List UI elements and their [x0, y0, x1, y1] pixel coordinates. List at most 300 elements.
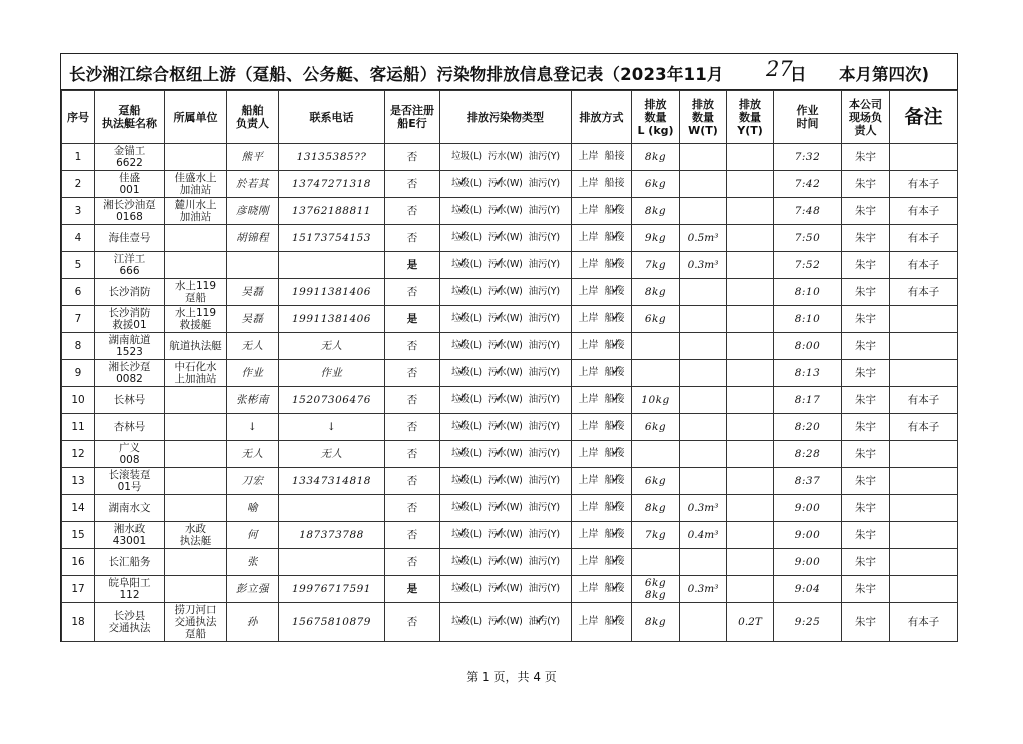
table-row: [62, 144, 958, 171]
cell-pollutant-types: [440, 252, 572, 279]
cell-time-handwritten: 8:28: [774, 441, 842, 468]
cell-vessel: 广义 008: [95, 441, 165, 468]
cell-seq: 7: [62, 306, 95, 333]
discharge-method-label: 上岸: [578, 340, 599, 351]
pollutant-type-label: 油污(Y): [528, 178, 560, 189]
cell-phone-handwritten: [279, 252, 385, 279]
cell-supervisor: 朱宇: [842, 576, 890, 603]
pollutant-type-label: 垃圾(L) ✓: [451, 556, 482, 567]
cell-vessel: 皖阜阳工 112: [95, 576, 165, 603]
cell-qty-y-handwritten: [727, 576, 774, 603]
cell-owner-handwritten: 作业: [227, 360, 279, 387]
pollutant-type-label: 垃圾(L) ✓: [451, 367, 482, 378]
cell-qty-w-handwritten: 0.3m³: [680, 252, 727, 279]
table-row: [62, 387, 958, 414]
cell-time-handwritten: 9:25: [774, 603, 842, 642]
discharge-method-label: 船接: [604, 178, 625, 189]
cell-supervisor: 朱宇: [842, 198, 890, 225]
cell-unit: [165, 144, 227, 171]
cell-qty-w-handwritten: 0.3m³: [680, 576, 727, 603]
cell-seq: 12: [62, 441, 95, 468]
cell-remark: [890, 144, 958, 171]
pollutant-type-label: 垃圾(L) ✓: [451, 394, 482, 405]
discharge-method-label: 船接 ✓: [605, 502, 625, 513]
discharge-method-label: 上岸: [578, 313, 599, 324]
pollutant-type-label: 污水(W) ✓: [488, 475, 523, 486]
cell-time-handwritten: 8:20: [774, 414, 842, 441]
discharge-method-label: 上岸: [578, 232, 599, 243]
title-day-suffix: 日: [790, 65, 807, 84]
pollutant-type-label: 污水(W) ✓: [488, 421, 523, 432]
cell-qty-l-handwritten: 8kg: [632, 603, 680, 642]
cell-remark: [890, 522, 958, 549]
cell-unit: 水上119 救援艇: [165, 306, 227, 333]
cell-seq: 3: [62, 198, 95, 225]
cell-time-handwritten: 7:52: [774, 252, 842, 279]
cell-seq: 18: [62, 603, 95, 642]
cell-discharge-method: [572, 252, 632, 279]
cell-qty-l-handwritten: 8kg: [632, 198, 680, 225]
cell-phone-handwritten: 15173754153: [279, 225, 385, 252]
cell-supervisor: 朱宇: [842, 144, 890, 171]
cell-qty-y-handwritten: [727, 225, 774, 252]
cell-remark: 有本子: [890, 171, 958, 198]
cell-discharge-method: [572, 279, 632, 306]
cell-qty-w-handwritten: [680, 549, 727, 576]
cell-seq: 4: [62, 225, 95, 252]
table-row: [62, 495, 958, 522]
cell-time-handwritten: 9:00: [774, 495, 842, 522]
cell-seq: 5: [62, 252, 95, 279]
cell-registered: 否: [385, 144, 440, 171]
cell-time-handwritten: 8:10: [774, 279, 842, 306]
pollutant-type-label: 污水(W) ✓: [488, 394, 523, 405]
table-row: [62, 360, 958, 387]
cell-qty-y-handwritten: [727, 441, 774, 468]
cell-qty-l-handwritten: 10kg: [632, 387, 680, 414]
cell-registered: 否: [385, 198, 440, 225]
cell-time-handwritten: 8:37: [774, 468, 842, 495]
cell-phone-handwritten: [279, 549, 385, 576]
discharge-method-label: 上岸: [578, 286, 599, 297]
cell-unit: 佳盛水上 加油站: [165, 171, 227, 198]
discharge-method-label: 船接 ✓: [605, 583, 625, 594]
header-row: [62, 91, 958, 144]
cell-unit: [165, 414, 227, 441]
pollutant-type-label: 污水(W) ✓: [488, 205, 523, 216]
cell-registered: 否: [385, 333, 440, 360]
header-time: 作业 时间: [774, 91, 842, 144]
cell-pollutant-types: [440, 306, 572, 333]
cell-unit: [165, 441, 227, 468]
cell-vessel: 湘长沙趸 0082: [95, 360, 165, 387]
pollutant-type-label: 垃圾(L) ✓: [451, 178, 482, 189]
registration-form: [60, 53, 958, 642]
header-seq: 序号: [62, 91, 95, 144]
cell-registered: 否: [385, 603, 440, 642]
pollutant-type-label: 油污(Y): [528, 502, 560, 513]
cell-phone-handwritten: 187373788: [279, 522, 385, 549]
header-supervisor: 本公司 现场负 责人: [842, 91, 890, 144]
pollutant-type-label: 污水(W) ✓: [488, 556, 523, 567]
cell-qty-w-handwritten: [680, 387, 727, 414]
discharge-method-label: 上岸: [578, 448, 599, 459]
cell-discharge-method: [572, 495, 632, 522]
cell-owner-handwritten: 吴磊: [227, 279, 279, 306]
pollutant-type-label: 油污(Y): [528, 394, 560, 405]
cell-registered: 是: [385, 252, 440, 279]
cell-qty-l-handwritten: [632, 360, 680, 387]
cell-unit: 中石化水 上加油站: [165, 360, 227, 387]
cell-registered: 否: [385, 279, 440, 306]
cell-qty-y-handwritten: [727, 387, 774, 414]
cell-registered: 是: [385, 576, 440, 603]
cell-remark: 有本子: [890, 603, 958, 642]
cell-discharge-method: [572, 603, 632, 642]
cell-phone-handwritten: 作业: [279, 360, 385, 387]
table-row: [62, 414, 958, 441]
pollutant-type-label: 垃圾(L) ✓: [451, 616, 482, 627]
cell-discharge-method: [572, 171, 632, 198]
discharge-method-label: 上岸: [578, 151, 599, 162]
pollutant-type-label: 油污(Y): [528, 367, 560, 378]
discharge-method-label: 船接 ✓: [605, 616, 625, 627]
pollutant-type-label: 油污(Y): [528, 556, 560, 567]
cell-time-handwritten: 8:10: [774, 306, 842, 333]
cell-owner-handwritten: 彭立强: [227, 576, 279, 603]
cell-vessel: 湘长沙油趸 0168: [95, 198, 165, 225]
cell-qty-l-handwritten: 6kg: [632, 468, 680, 495]
cell-seq: 2: [62, 171, 95, 198]
cell-qty-w-handwritten: [680, 603, 727, 642]
cell-owner-handwritten: 熊平: [227, 144, 279, 171]
cell-time-handwritten: 7:48: [774, 198, 842, 225]
cell-time-handwritten: 9:00: [774, 549, 842, 576]
table-row: [62, 603, 958, 642]
pollutant-type-label: 垃圾(L) ✓: [451, 232, 482, 243]
cell-pollutant-types: [440, 603, 572, 642]
cell-remark: [890, 549, 958, 576]
pollutant-type-label: 污水(W) ✓: [488, 232, 523, 243]
pollutant-type-label: 油污(Y): [528, 475, 560, 486]
cell-qty-y-handwritten: [727, 495, 774, 522]
cell-supervisor: 朱宇: [842, 306, 890, 333]
cell-discharge-method: [572, 198, 632, 225]
cell-owner-handwritten: [227, 252, 279, 279]
monthly-count: 本月第四次): [839, 65, 930, 84]
cell-registered: 否: [385, 414, 440, 441]
header-registered: 是否注册 船E行: [385, 91, 440, 144]
cell-qty-l-handwritten: 8kg: [632, 495, 680, 522]
cell-discharge-method: [572, 441, 632, 468]
cell-phone-handwritten: 13135385??: [279, 144, 385, 171]
cell-supervisor: 朱宇: [842, 441, 890, 468]
cell-qty-w-handwritten: [680, 468, 727, 495]
cell-qty-w-handwritten: [680, 441, 727, 468]
cell-registered: 是: [385, 306, 440, 333]
header-qty-y: 排放 数量 Y(T): [727, 91, 774, 144]
cell-discharge-method: [572, 522, 632, 549]
cell-unit: [165, 468, 227, 495]
cell-qty-w-handwritten: [680, 279, 727, 306]
discharge-method-label: 船接 ✓: [605, 313, 625, 324]
cell-time-handwritten: 8:00: [774, 333, 842, 360]
cell-seq: 14: [62, 495, 95, 522]
cell-vessel: 长滚装趸 01号: [95, 468, 165, 495]
cell-qty-w-handwritten: [680, 306, 727, 333]
page-footer: 第 1 页，共 4 页: [466, 670, 557, 684]
cell-qty-l-handwritten: [632, 441, 680, 468]
discharge-method-label: 船接 ✓: [605, 421, 625, 432]
cell-qty-w-handwritten: [680, 414, 727, 441]
cell-qty-w-handwritten: [680, 360, 727, 387]
cell-supervisor: 朱宇: [842, 279, 890, 306]
pollutant-type-label: 污水(W) ✓: [488, 286, 523, 297]
cell-discharge-method: [572, 414, 632, 441]
cell-time-handwritten: 8:13: [774, 360, 842, 387]
cell-discharge-method: [572, 549, 632, 576]
cell-qty-w-handwritten: 0.4m³: [680, 522, 727, 549]
cell-supervisor: 朱宇: [842, 360, 890, 387]
pollutant-type-label: 油污(Y) ✓: [529, 616, 560, 627]
header-method: 排放方式: [572, 91, 632, 144]
cell-unit: [165, 549, 227, 576]
header-owner: 船舶 负责人: [227, 91, 279, 144]
cell-supervisor: 朱宇: [842, 468, 890, 495]
pollutant-type-label: 油污(Y): [528, 340, 560, 351]
cell-unit: 麓川水上 加油站: [165, 198, 227, 225]
cell-remark: [890, 495, 958, 522]
cell-phone-handwritten: 13747271318: [279, 171, 385, 198]
cell-phone-handwritten: [279, 495, 385, 522]
cell-supervisor: 朱宇: [842, 225, 890, 252]
pollutant-type-label: 油污(Y): [528, 529, 560, 540]
cell-qty-y-handwritten: [727, 549, 774, 576]
cell-supervisor: 朱宇: [842, 603, 890, 642]
discharge-method-label: 船接 ✓: [605, 475, 625, 486]
cell-vessel: 长沙县 交通执法: [95, 603, 165, 642]
cell-pollutant-types: [440, 225, 572, 252]
cell-qty-y-handwritten: [727, 522, 774, 549]
cell-vessel: 长沙消防 救援01: [95, 306, 165, 333]
cell-owner-handwritten: 刀宏: [227, 468, 279, 495]
pollutant-type-label: 垃圾(L) ✓: [451, 421, 482, 432]
pollutant-type-label: 垃圾(L): [451, 151, 482, 162]
cell-vessel: 海佳壹号: [95, 225, 165, 252]
cell-pollutant-types: [440, 495, 572, 522]
cell-seq: 16: [62, 549, 95, 576]
cell-qty-y-handwritten: [727, 144, 774, 171]
pollutant-type-label: 污水(W) ✓: [488, 502, 523, 513]
cell-owner-handwritten: 张彬南: [227, 387, 279, 414]
pollutant-type-label: 油污(Y): [528, 313, 560, 324]
cell-seq: 8: [62, 333, 95, 360]
table-row: [62, 333, 958, 360]
header-phone: 联系电话: [279, 91, 385, 144]
cell-qty-y-handwritten: [727, 198, 774, 225]
cell-owner-handwritten: 胡锦程: [227, 225, 279, 252]
cell-registered: 否: [385, 468, 440, 495]
pollutant-type-label: 污水(W) ✓: [488, 583, 523, 594]
cell-qty-w-handwritten: [680, 333, 727, 360]
header-qty-l: 排放 数量 L (kg): [632, 91, 680, 144]
cell-discharge-method: [572, 144, 632, 171]
cell-phone-handwritten: 15675810879: [279, 603, 385, 642]
cell-owner-handwritten: 无人: [227, 441, 279, 468]
cell-registered: 否: [385, 360, 440, 387]
cell-qty-y-handwritten: [727, 306, 774, 333]
cell-owner-handwritten: 无人: [227, 333, 279, 360]
table-row: [62, 198, 958, 225]
discharge-method-label: 上岸: [578, 616, 599, 627]
form-title: 长沙湘江综合枢纽上游（趸船、公务艇、客运船）污染物排放信息登记表（2023年11月: [69, 65, 724, 84]
pollutant-type-label: 污水(W) ✓: [488, 367, 523, 378]
cell-owner-handwritten: 张: [227, 549, 279, 576]
cell-pollutant-types: [440, 414, 572, 441]
discharge-method-label: 上岸: [578, 502, 599, 513]
cell-phone-handwritten: 13762188811: [279, 198, 385, 225]
cell-unit: [165, 252, 227, 279]
cell-pollutant-types: [440, 279, 572, 306]
cell-phone-handwritten: 无人: [279, 441, 385, 468]
cell-qty-w-handwritten: [680, 171, 727, 198]
cell-unit: [165, 495, 227, 522]
cell-unit: [165, 387, 227, 414]
cell-owner-handwritten: 吴磊: [227, 306, 279, 333]
table-row: [62, 171, 958, 198]
cell-phone-handwritten: ↓: [279, 414, 385, 441]
cell-unit: 水政 执法艇: [165, 522, 227, 549]
pollutant-type-label: 油污(Y): [528, 583, 560, 594]
cell-qty-y-handwritten: [727, 333, 774, 360]
cell-time-handwritten: 9:00: [774, 522, 842, 549]
cell-seq: 15: [62, 522, 95, 549]
cell-vessel: 金锚工 6622: [95, 144, 165, 171]
cell-pollutant-types: [440, 171, 572, 198]
cell-vessel: 杏林号: [95, 414, 165, 441]
pollutant-type-label: 垃圾(L) ✓: [451, 502, 482, 513]
discharge-method-label: 上岸: [578, 421, 599, 432]
cell-pollutant-types: [440, 333, 572, 360]
cell-registered: 否: [385, 225, 440, 252]
cell-qty-l-handwritten: [632, 549, 680, 576]
cell-supervisor: 朱宇: [842, 333, 890, 360]
cell-remark: [890, 360, 958, 387]
cell-time-handwritten: 8:17: [774, 387, 842, 414]
cell-unit: 航道执法艇: [165, 333, 227, 360]
discharge-method-label: 船接 ✓: [605, 232, 625, 243]
table-row: [62, 576, 958, 603]
discharge-method-label: 上岸: [578, 556, 599, 567]
cell-remark: [890, 333, 958, 360]
cell-discharge-method: [572, 333, 632, 360]
discharge-method-label: 船接 ✓: [605, 259, 625, 270]
cell-discharge-method: [572, 306, 632, 333]
cell-time-handwritten: 9:04: [774, 576, 842, 603]
cell-owner-handwritten: 孙: [227, 603, 279, 642]
header-vessel: 趸船 执法艇名称: [95, 91, 165, 144]
cell-owner-handwritten: 彦晓刚: [227, 198, 279, 225]
cell-supervisor: 朱宇: [842, 549, 890, 576]
cell-qty-w-handwritten: [680, 198, 727, 225]
title-row: [61, 54, 957, 90]
pollutant-type-label: 污水(W): [487, 151, 523, 162]
discharge-method-label: 船接 ✓: [605, 448, 625, 459]
pollutant-type-label: 垃圾(L) ✓: [451, 286, 482, 297]
cell-seq: 1: [62, 144, 95, 171]
cell-unit: 捞刀河口 交通执法 趸船: [165, 603, 227, 642]
cell-qty-w-handwritten: 0.3m³: [680, 495, 727, 522]
discharge-method-label: 上岸: [578, 583, 599, 594]
header-qty-w: 排放 数量 W(T): [680, 91, 727, 144]
pollutant-type-label: 油污(Y): [528, 205, 560, 216]
cell-pollutant-types: [440, 522, 572, 549]
cell-seq: 11: [62, 414, 95, 441]
cell-qty-y-handwritten: [727, 414, 774, 441]
cell-discharge-method: [572, 387, 632, 414]
pollutant-type-label: 污水(W) ✓: [488, 313, 523, 324]
cell-phone-handwritten: 无人: [279, 333, 385, 360]
table-row: [62, 225, 958, 252]
cell-pollutant-types: [440, 387, 572, 414]
cell-supervisor: 朱宇: [842, 495, 890, 522]
pollutant-type-label: 油污(Y): [528, 259, 560, 270]
cell-unit: [165, 576, 227, 603]
cell-remark: 有本子: [890, 198, 958, 225]
pollutant-type-label: 污水(W) ✓: [488, 178, 523, 189]
cell-qty-w-handwritten: [680, 144, 727, 171]
cell-supervisor: 朱宇: [842, 252, 890, 279]
cell-vessel: 湖南水文: [95, 495, 165, 522]
cell-pollutant-types: [440, 576, 572, 603]
cell-remark: [890, 468, 958, 495]
pollutant-type-label: 垃圾(L) ✓: [451, 475, 482, 486]
cell-registered: 否: [385, 171, 440, 198]
discharge-table: [61, 90, 958, 642]
cell-qty-l-handwritten: 6kg 8kg: [632, 576, 680, 603]
discharge-method-label: 上岸: [578, 205, 599, 216]
cell-qty-l-handwritten: 6kg: [632, 306, 680, 333]
table-row: [62, 306, 958, 333]
cell-phone-handwritten: 19911381406: [279, 279, 385, 306]
cell-supervisor: 朱宇: [842, 387, 890, 414]
cell-supervisor: 朱宇: [842, 414, 890, 441]
pollutant-type-label: 垃圾(L) ✓: [451, 259, 482, 270]
cell-remark: [890, 576, 958, 603]
cell-vessel: 江洋工 666: [95, 252, 165, 279]
table-row: [62, 549, 958, 576]
cell-vessel: 长汇船务: [95, 549, 165, 576]
table-row: [62, 468, 958, 495]
discharge-method-label: 船接: [604, 151, 625, 162]
cell-pollutant-types: [440, 144, 572, 171]
discharge-method-label: 上岸: [578, 475, 599, 486]
pollutant-type-label: 油污(Y): [528, 421, 560, 432]
cell-time-handwritten: 7:50: [774, 225, 842, 252]
cell-registered: 否: [385, 441, 440, 468]
cell-owner-handwritten: ↓: [227, 414, 279, 441]
pollutant-type-label: 污水(W) ✓: [488, 616, 523, 627]
discharge-method-label: 上岸: [578, 178, 599, 189]
cell-qty-l-handwritten: 7kg: [632, 252, 680, 279]
cell-vessel: 佳盛 001: [95, 171, 165, 198]
cell-seq: 10: [62, 387, 95, 414]
cell-unit: 水上119 趸船: [165, 279, 227, 306]
cell-registered: 否: [385, 387, 440, 414]
cell-phone-handwritten: 13347314818: [279, 468, 385, 495]
cell-phone-handwritten: 19976717591: [279, 576, 385, 603]
discharge-method-label: 船接 ✓: [605, 394, 625, 405]
